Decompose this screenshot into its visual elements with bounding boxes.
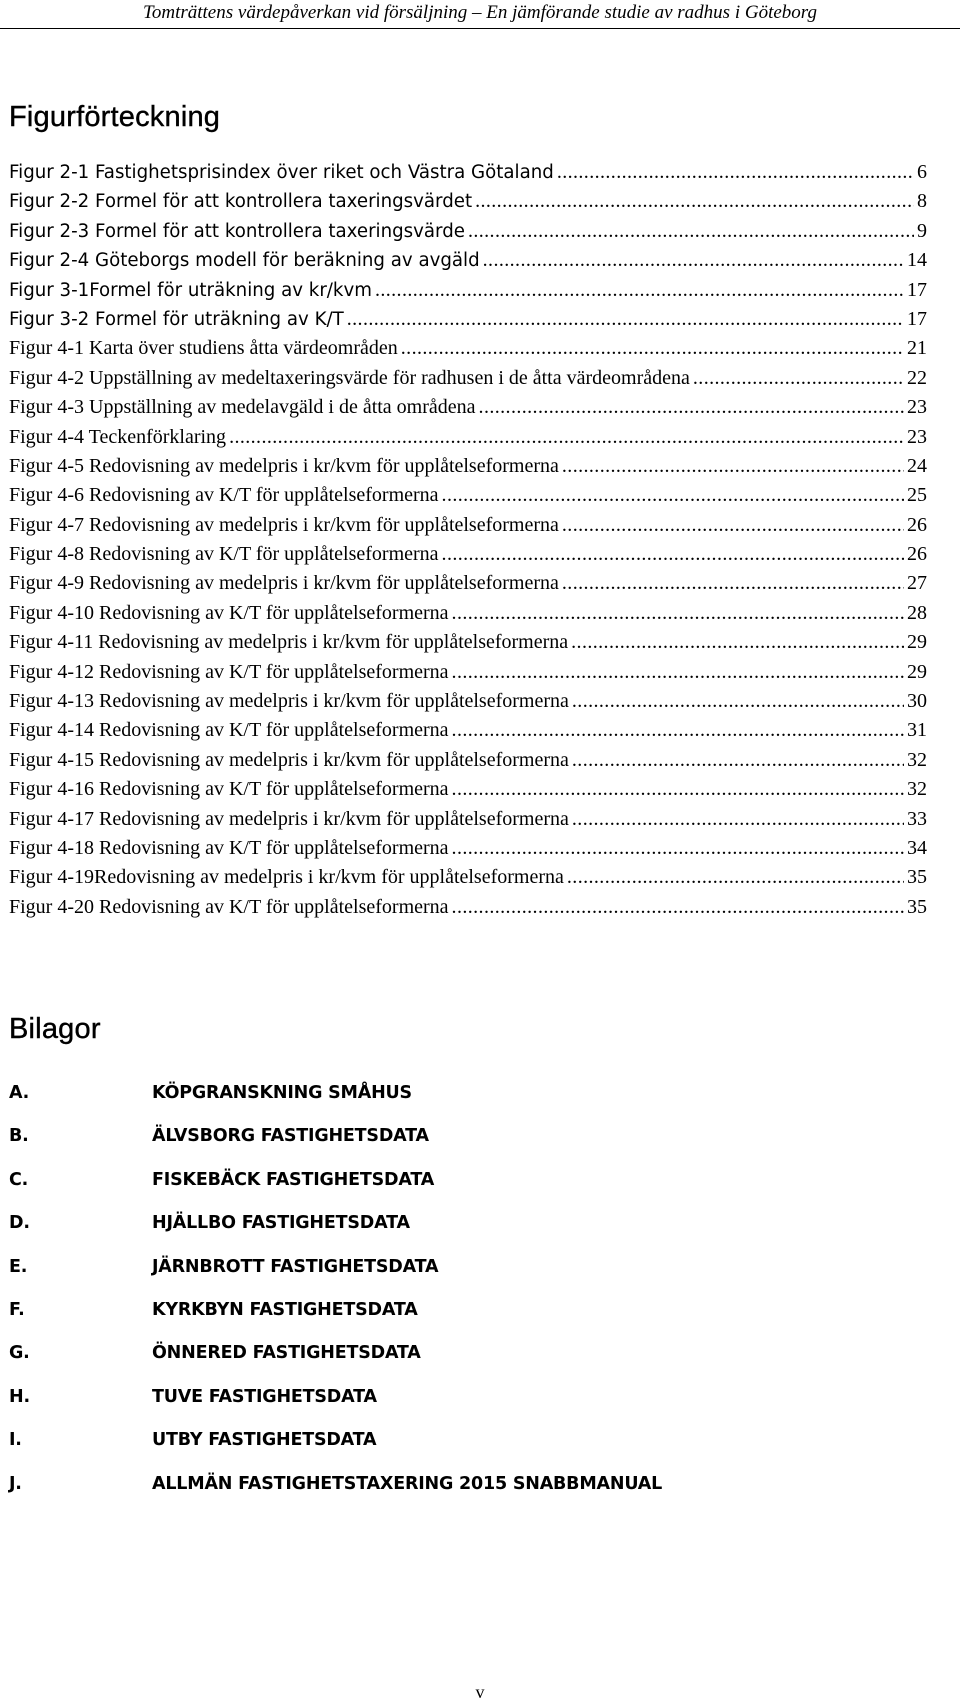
toc-entry-label: Figur 3-2 Formel för uträkning av K/T: [9, 308, 344, 330]
toc-dot-leader: [468, 217, 914, 246]
toc-entry[interactable]: [9, 423, 927, 452]
appendix-title: HJÄLLBO FASTIGHETSDATA: [152, 1213, 410, 1234]
toc-entry[interactable]: [9, 481, 927, 510]
toc-entry-page: 32: [907, 778, 927, 801]
toc-entry[interactable]: [9, 187, 927, 216]
toc-dot-leader: [693, 364, 904, 393]
toc-entry-label: Figur 4-6 Redovisning av K/T för upplåtelseformerna: [9, 484, 439, 507]
toc-entry-label: Figur 2-2 Formel för att kontrollera taxeringsvärdet: [9, 191, 473, 213]
toc-entry[interactable]: [9, 364, 927, 393]
appendix-letter: I.: [9, 1430, 22, 1451]
toc-entry[interactable]: [9, 569, 927, 598]
toc-entry-page: 21: [907, 337, 927, 360]
toc-entry-page: 23: [907, 425, 927, 448]
appendix-letter: C.: [9, 1169, 29, 1190]
toc-entry[interactable]: [9, 452, 927, 481]
toc-entry[interactable]: [9, 658, 927, 687]
toc-entry-label: Figur 4-14 Redovisning av K/T för upplåtelseformerna: [9, 719, 449, 742]
toc-dot-leader: [562, 511, 904, 540]
appendix-title: KÖPGRANSKNING SMÅHUS: [152, 1083, 412, 1103]
toc-dot-leader: [557, 158, 914, 187]
toc-entry-page: 28: [907, 601, 927, 624]
toc-entry-label: Figur 2-1 Fastighetsprisindex över riket och Västra Götaland: [9, 162, 554, 183]
toc-entry-label: Figur 4-8 Redovisning av K/T för upplåtelseformerna: [9, 543, 439, 566]
toc-entry-label: Figur 4-7 Redovisning av medelpris i kr/kvm för upplåtelseformerna: [9, 513, 559, 536]
appendix-title: JÄRNBROTT FASTIGHETSDATA: [152, 1256, 439, 1277]
toc-entry-page: 17: [907, 278, 927, 301]
toc-entry-page: 23: [907, 396, 927, 419]
toc-entry[interactable]: [9, 393, 927, 422]
toc-dot-leader: [567, 863, 904, 892]
toc-entry-page: 27: [907, 572, 927, 595]
appendix-letter: D.: [9, 1213, 30, 1234]
toc-entry-label: Figur 4-4 Teckenförklaring: [9, 425, 227, 448]
toc-entry-label: Figur 4-9 Redovisning av medelpris i kr/kvm för upplåtelseformerna: [9, 572, 559, 595]
toc-entry-label: Figur 4-16 Redovisning av K/T för upplåtelseformerna: [9, 778, 449, 801]
toc-dot-leader: [572, 805, 904, 834]
toc-entry[interactable]: [9, 893, 927, 922]
toc-dot-leader: [562, 569, 904, 598]
toc-entry-label: Figur 4-15 Redovisning av medelpris i kr/kvm för upplåtelseformerna: [9, 748, 569, 771]
toc-entry[interactable]: [9, 276, 927, 305]
toc-entry-page: 14: [907, 249, 927, 272]
toc-entry-label: Figur 4-17 Redovisning av medelpris i kr/kvm för upplåtelseformerna: [9, 807, 569, 830]
toc-dot-leader: [452, 775, 904, 804]
appendix-letter: E.: [9, 1256, 28, 1277]
toc-entry-label: Figur 2-4 Göteborgs modell för beräkning av avgäld: [9, 250, 480, 272]
appendix-title: TUVE FASTIGHETSDATA: [152, 1386, 377, 1407]
toc-entry-label: Figur 4-1 Karta över studiens åtta värdeområden: [9, 337, 398, 360]
toc-entry-label: Figur 4-20 Redovisning av K/T för upplåtelseformerna: [9, 895, 449, 918]
appendix-letter: A.: [9, 1083, 30, 1103]
toc-entry-label: Figur 3-1Formel för uträkning av kr/kvm: [9, 279, 372, 301]
toc-entry[interactable]: [9, 158, 927, 187]
toc-entry-page: 24: [907, 454, 927, 477]
toc-dot-leader: [452, 658, 904, 687]
toc-entry-page: 34: [907, 836, 927, 859]
toc-dot-leader: [475, 187, 914, 216]
toc-dot-leader: [452, 599, 904, 628]
toc-entry-page: 17: [907, 307, 927, 330]
appendix-title: FISKEBÄCK FASTIGHETSDATA: [152, 1169, 435, 1190]
toc-entry-label: Figur 4-19Redovisning av medelpris i kr/kvm för upplåtelseformerna: [9, 866, 564, 889]
toc-entry[interactable]: [9, 217, 927, 246]
appendix-letter: G.: [9, 1343, 30, 1364]
toc-entry[interactable]: [9, 863, 927, 892]
toc-dot-leader: [401, 334, 904, 363]
appendix-letter: F.: [9, 1299, 25, 1320]
appendix-title: ALLMÄN FASTIGHETSTAXERING 2015 SNABBMANUAL: [152, 1473, 663, 1494]
appendix-title: UTBY FASTIGHETSDATA: [152, 1430, 377, 1451]
toc-entry[interactable]: [9, 628, 927, 657]
toc-entry-page: 25: [907, 484, 927, 507]
appendix-title: ÄLVSBORG FASTIGHETSDATA: [152, 1126, 429, 1147]
toc-entry[interactable]: [9, 334, 927, 363]
toc-entry-label: Figur 4-2 Uppställning av medeltaxeringsvärde för radhusen i de åtta värdeområdena: [9, 366, 690, 389]
toc-entry-label: Figur 4-11 Redovisning av medelpris i kr/kvm för upplåtelseformerna: [9, 631, 569, 654]
appendix-letter: J.: [9, 1473, 22, 1494]
toc-dot-leader: [375, 276, 904, 305]
toc-dot-leader: [571, 628, 904, 657]
toc-dot-leader: [452, 716, 904, 745]
toc-entry-label: Figur 4-13 Redovisning av medelpris i kr/kvm för upplåtelseformerna: [9, 690, 569, 713]
appendix-title: ÖNNERED FASTIGHETSDATA: [152, 1343, 421, 1364]
running-header: Tomträttens värdepåverkan vid försäljning – En jämförande studie av radhus i Göteborg: [0, 0, 960, 29]
toc-entry[interactable]: [9, 599, 927, 628]
toc-dot-leader: [572, 687, 904, 716]
toc-entry-page: 30: [907, 690, 927, 713]
toc-entry[interactable]: [9, 687, 927, 716]
appendix-letter: B.: [9, 1126, 29, 1147]
toc-entry-page: 35: [907, 895, 927, 918]
toc-dot-leader: [572, 746, 904, 775]
toc-entry-label: Figur 4-18 Redovisning av K/T för upplåtelseformerna: [9, 836, 449, 859]
toc-entry[interactable]: [9, 805, 927, 834]
toc-entry-page: 32: [907, 748, 927, 771]
toc-entry[interactable]: [9, 540, 927, 569]
appendix-title: KYRKBYN FASTIGHETSDATA: [152, 1299, 418, 1320]
toc-entry-page: 26: [907, 513, 927, 536]
toc-dot-leader: [452, 834, 904, 863]
toc-entry-label: Figur 2-3 Formel för att kontrollera taxeringsvärde: [9, 220, 465, 242]
toc-entry-page: 33: [907, 807, 927, 830]
page-number: v: [475, 1682, 485, 1702]
appendices-heading: Bilagor: [9, 1013, 101, 1045]
toc-entry[interactable]: [9, 834, 927, 863]
toc-entry-label: Figur 4-12 Redovisning av K/T för upplåtelseformerna: [9, 660, 449, 683]
toc-dot-leader: [562, 452, 904, 481]
toc-dot-leader: [442, 540, 904, 569]
toc-entry[interactable]: [9, 246, 927, 275]
toc-entry-page: 8: [917, 190, 927, 213]
toc-entry[interactable]: [9, 775, 927, 804]
toc-entry-label: Figur 4-5 Redovisning av medelpris i kr/kvm för upplåtelseformerna: [9, 454, 559, 477]
toc-entry-label: Figur 4-3 Uppställning av medelavgäld i de åtta områdena: [9, 396, 476, 419]
toc-entry-page: 9: [917, 219, 927, 242]
toc-entry-label: Figur 4-10 Redovisning av K/T för upplåtelseformerna: [9, 601, 449, 624]
toc-entry[interactable]: [9, 511, 927, 540]
toc-entry-page: 35: [907, 866, 927, 889]
toc-dot-leader: [483, 246, 904, 275]
appendix-letter: H.: [9, 1386, 30, 1407]
toc-entry-page: 31: [907, 719, 927, 742]
figure-list: [9, 158, 927, 922]
toc-entry[interactable]: [9, 746, 927, 775]
toc-dot-leader: [347, 305, 904, 334]
toc-entry-page: 29: [907, 631, 927, 654]
toc-entry-page: 29: [907, 660, 927, 683]
toc-entry-page: 22: [907, 366, 927, 389]
figure-list-heading: Figurförteckning: [9, 101, 221, 133]
toc-dot-leader: [229, 423, 904, 452]
toc-entry[interactable]: [9, 305, 927, 334]
toc-entry-page: 26: [907, 543, 927, 566]
toc-dot-leader: [452, 893, 904, 922]
toc-dot-leader: [442, 481, 904, 510]
toc-entry[interactable]: [9, 716, 927, 745]
toc-dot-leader: [479, 393, 904, 422]
toc-entry-page: 6: [917, 161, 927, 183]
